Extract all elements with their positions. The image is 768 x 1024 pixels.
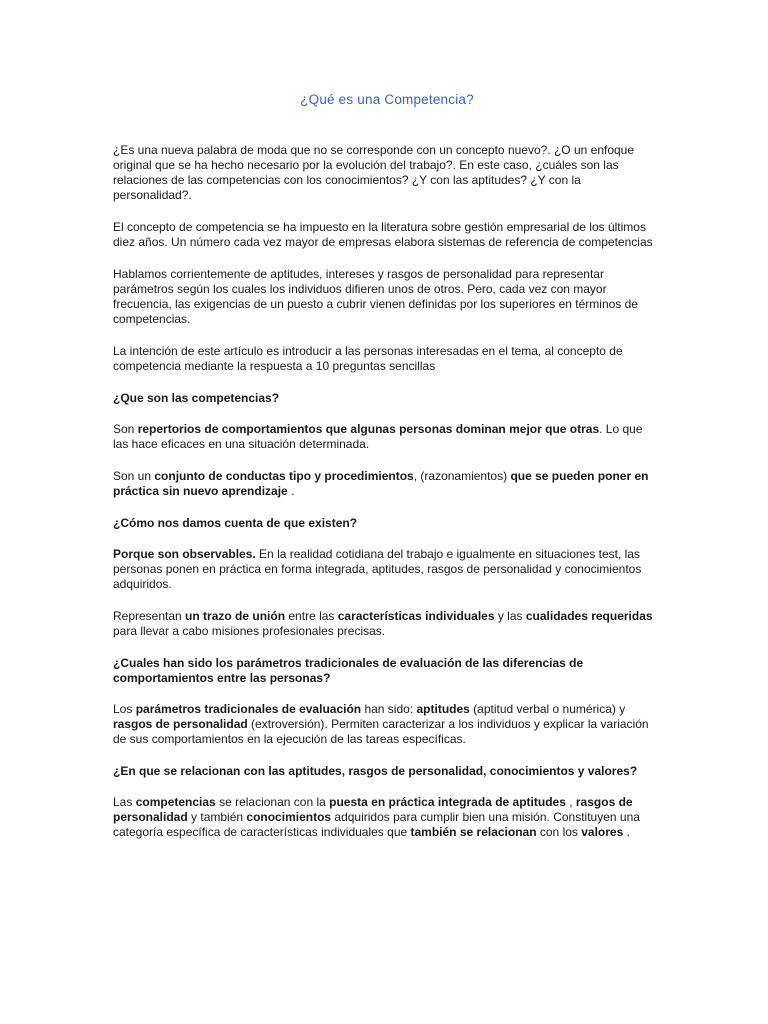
bold-run: que se pueden poner en práctica sin nuevo aprendizaje	[113, 469, 649, 498]
paragraph-repertorios	[113, 422, 661, 452]
text-run: (extroversión). Permiten caracterizar a los individuos y explicar la variación de sus comportamientos en la ejecución de las tareas específicas.	[113, 717, 649, 746]
paragraph-competencias	[113, 795, 661, 840]
text-run: (aptitud verbal o numérica) y	[469, 702, 626, 716]
text-run: Son	[113, 422, 138, 436]
bold-run: cualidades requeridas	[525, 609, 653, 623]
bold-run: competencias	[135, 795, 216, 809]
bold-run: repertorios de comportamientos que algunas personas dominan mejor que otras	[137, 422, 600, 436]
paragraph-intention: La intención de este artículo es introducir a las personas interesadas en el tema, al concepto de competencia mediante la respuesta a 10 preguntas sencillas	[113, 344, 623, 373]
text-run: y también	[187, 810, 247, 824]
paragraph-parameters: Hablamos corrientemente de aptitudes, intereses y rasgos de personalidad para representar parámetros según los cuales los individuos difieren unos de otros. Pero, cada vez con mayor frecuencia, las exigencias de un puesto a cubrir vienen definidas por los superiores en términos de competencias.	[113, 267, 638, 326]
bold-run: aptitudes	[416, 702, 470, 716]
bold-run: puesta en práctica integrada de aptitudes	[329, 795, 566, 809]
text-run: En la realidad cotidiana del trabajo e igualmente en situaciones test, las personas ponen en práctica en forma integrada, aptitudes, rasgos de personalidad y conocimientos adquiridos.	[113, 547, 642, 591]
bold-run: rasgos de personalidad	[113, 795, 633, 824]
paragraph-trazo	[113, 609, 661, 639]
text-run: .	[623, 825, 630, 839]
page-title: ¿Qué es una Competencia?	[300, 92, 474, 107]
bold-run: valores	[581, 825, 624, 839]
bold-run: un trazo de unión	[185, 609, 286, 623]
text-run: adquiridos para cumplir bien una misión. Constituyen una categoría específica de características individuales que	[113, 810, 640, 839]
bold-run: Porque son observables.	[113, 547, 256, 561]
paragraph-observables	[113, 547, 661, 592]
heading-relacion: ¿En que se relacionan con las aptitudes, rasgos de personalidad, conocimientos y valores?	[113, 764, 638, 778]
text-run: . Lo que las hace eficaces en una situación determinada.	[113, 422, 643, 451]
bold-run: conocimientos	[246, 810, 332, 824]
bold-run: parámetros tradicionales de evaluación	[135, 702, 362, 716]
text-run: entre las	[285, 609, 338, 623]
text-run: .	[287, 484, 295, 498]
text-run: para llevar a cabo misiones profesionales precisas.	[113, 624, 386, 638]
text-run: ,	[565, 795, 576, 809]
paragraph-tradicionales	[113, 702, 661, 747]
text-run: Son un	[113, 469, 155, 483]
text-run: Representan	[113, 609, 186, 623]
text-run: han sido:	[361, 702, 417, 716]
bold-run: conjunto de conductas tipo y procedimientos	[154, 469, 414, 483]
bold-run: también se relacionan	[410, 825, 537, 839]
bold-run: características individuales	[337, 609, 495, 623]
bold-run: rasgos de personalidad	[113, 717, 248, 731]
text-run: Los	[113, 702, 136, 716]
heading-como-existen: ¿Cómo nos damos cuenta de que existen?	[113, 516, 358, 530]
paragraph-intro: ¿Es una nueva palabra de moda que no se corresponde con un concepto nuevo?. ¿O un enfoque original que se ha hecho necesario por la evolución del trabajo?. En este caso, ¿cuáles son las relaciones de las competencias con los conocimientos? ¿Y con las aptitudes? ¿Y con la personalidad?.	[113, 143, 635, 202]
text-run: se relacionan con la	[215, 795, 330, 809]
text-run: , (razonamientos)	[413, 469, 511, 483]
text-run: con los	[536, 825, 582, 839]
heading-parametros: ¿Cuales han sido los parámetros tradicionales de evaluación de las diferencias de comportamientos entre las personas?	[113, 656, 584, 685]
heading-que-son: ¿Que son las competencias?	[113, 391, 280, 405]
text-run: Las	[113, 795, 136, 809]
document-page	[113, 92, 661, 857]
text-run: y las	[494, 609, 526, 623]
paragraph-conjunto	[113, 469, 661, 499]
paragraph-concept: El concepto de competencia se ha impuesto en la literatura sobre gestión empresarial de los últimos diez años. Un número cada vez mayor de empresas elabora sistemas de referencia de competencias	[113, 220, 653, 249]
